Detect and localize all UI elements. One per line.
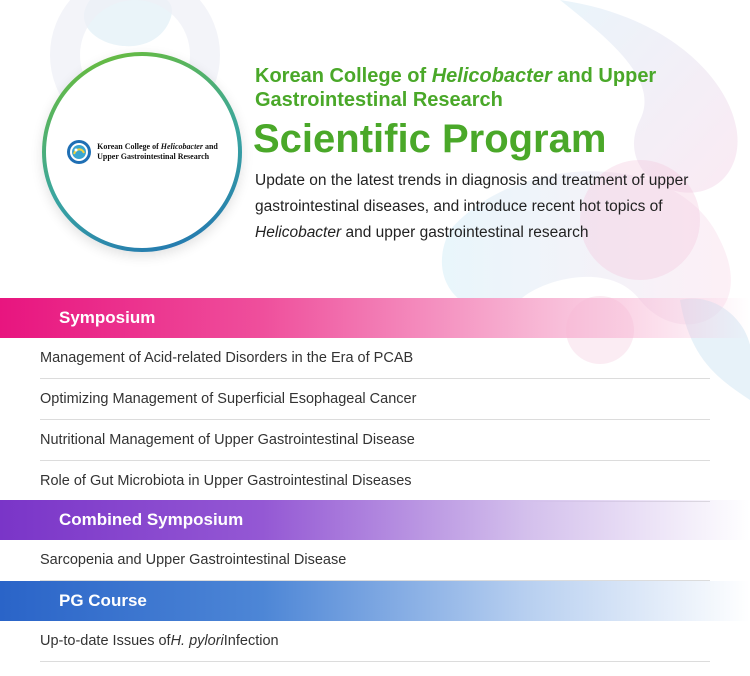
symposium-item[interactable]: Role of Gut Microbiota in Upper Gastrointestinal Diseases: [40, 461, 710, 502]
section-header-pg-course: PG Course: [0, 581, 750, 621]
symposium-item[interactable]: Optimizing Management of Superficial Esophageal Cancer: [40, 379, 710, 420]
logo-badge: [42, 52, 242, 252]
symposium-item[interactable]: Nutritional Management of Upper Gastrointestinal Disease: [40, 420, 710, 461]
combined-symposium-item[interactable]: Sarcopenia and Upper Gastrointestinal Disease: [40, 540, 710, 581]
section-header-combined-symposium: Combined Symposium: [0, 500, 750, 540]
program-description: Update on the latest trends in diagnosis and treatment of upper gastrointestinal diseases, and introduce recent hot topics of Helicobacter and upper gastrointestinal research: [255, 172, 689, 241]
organization-logo: Korean College of Helicobacter and Upper Gastrointestinal Research: [66, 139, 218, 165]
emblem-icon: [66, 139, 92, 165]
symposium-item[interactable]: Management of Acid-related Disorders in the Era of PCAB: [40, 338, 710, 379]
organization-name: Korean College of Helicobacter and Upper Gastrointestinal Research: [255, 65, 657, 111]
pg-course-item[interactable]: Up-to-date Issues of H. pylori Infection: [40, 621, 710, 662]
section-header-symposium: Symposium: [0, 298, 750, 338]
page-title: Scientific Program: [253, 117, 607, 161]
